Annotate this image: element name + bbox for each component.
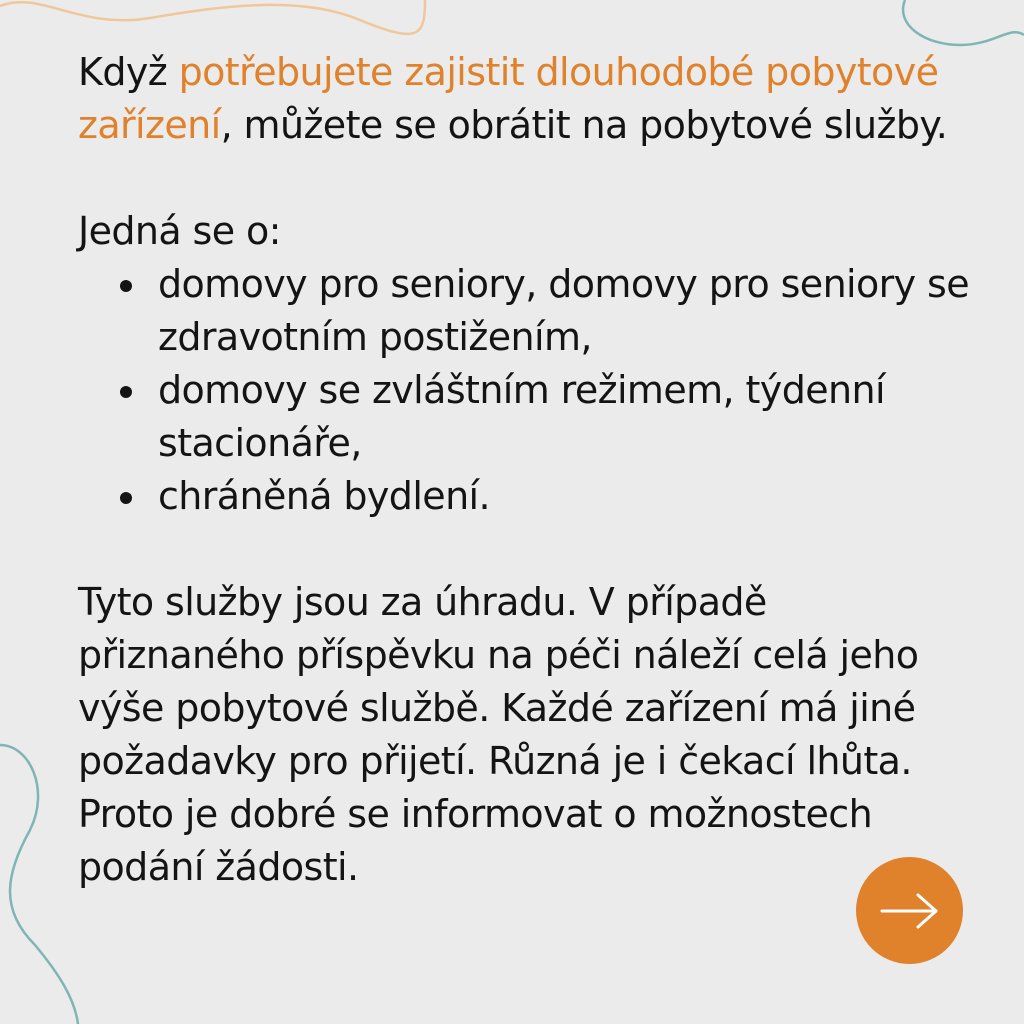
intro-lead: Když	[78, 50, 179, 94]
list-item: chráněná bydlení.	[158, 470, 978, 523]
service-list	[78, 258, 978, 523]
decor-peach-curve	[0, 0, 425, 34]
list-heading: Jedná se o:	[78, 209, 281, 253]
intro-paragraph	[78, 46, 978, 152]
next-button[interactable]	[856, 857, 963, 964]
closing-paragraph: Tyto služby jsou za úhradu. V případě přiznaného příspěvku na péči náleží celá jeho výše pobytové službě. Každé zařízení má jiné požadavky pro přijetí. Různá je i čekací lhůta. Proto je dobré se informovat o možnostech podání žádosti.	[78, 580, 919, 889]
decor-teal-curve-top-right	[903, 0, 1024, 45]
intro-rest: , můžete se obrátit na pobytové služby.	[220, 103, 948, 147]
decor-teal-curve-bottom-left	[0, 745, 78, 1024]
main-content	[78, 46, 978, 894]
spacer	[78, 523, 978, 576]
arrow-right-icon	[878, 891, 942, 931]
spacer	[78, 152, 978, 205]
intro-highlight: potřebujete zajistit dlouhodobé pobytové zařízení	[78, 50, 939, 147]
list-item: domovy se zvláštním režimem, týdenní stacionáře,	[158, 364, 978, 470]
list-item: domovy pro seniory, domovy pro seniory se zdravotním postižením,	[158, 258, 978, 364]
